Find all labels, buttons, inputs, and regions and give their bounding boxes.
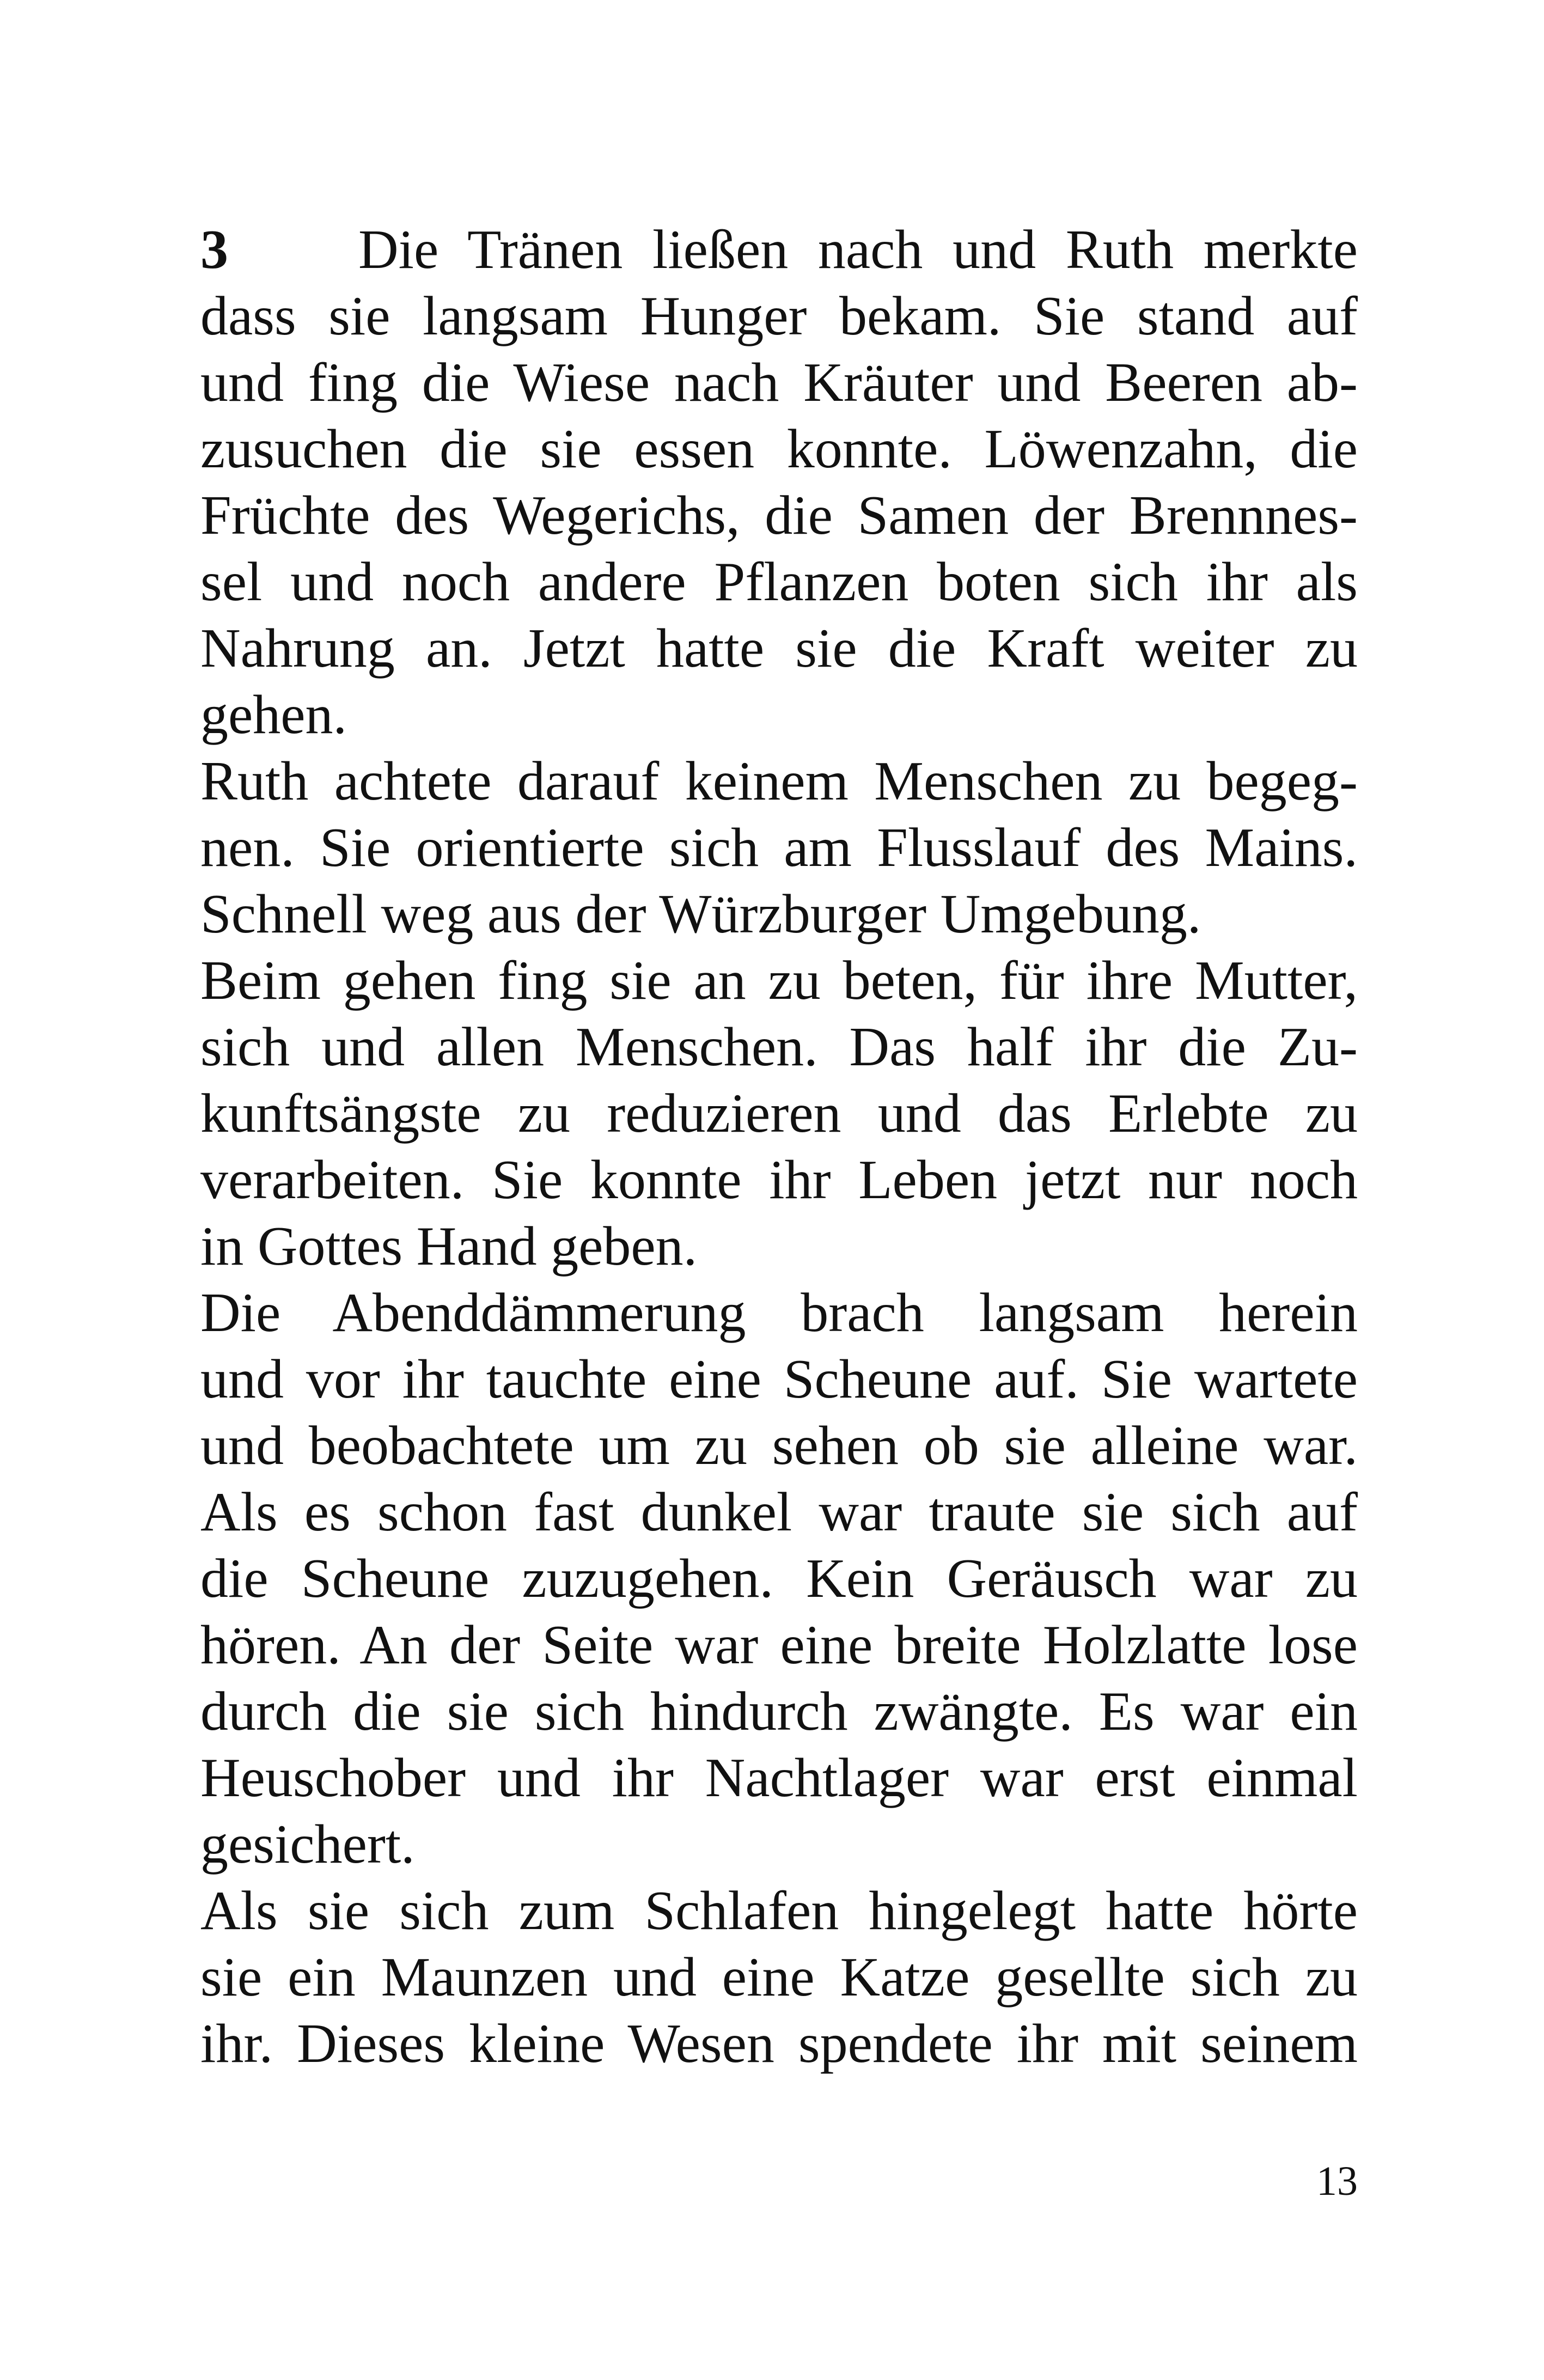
- text-line: kunftsängste zu reduzieren und das Erlebte zu: [200, 1083, 1358, 1144]
- text-line: und fing die Wiese nach Kräuter und Beeren ab-: [200, 352, 1358, 413]
- text-line: gehen.: [200, 684, 347, 746]
- chapter-number: 3: [200, 219, 228, 280]
- text-line: verarbeiten. Sie konnte ihr Leben jetzt nur noch: [200, 1149, 1358, 1211]
- text-line: dass sie langsam Hunger bekam. Sie stand auf: [200, 285, 1358, 347]
- text-line: Ruth achtete darauf keinem Menschen zu begeg-: [200, 750, 1358, 812]
- body-text: [200, 217, 1358, 2077]
- text-line-content: Die Tränen ließen nach und Ruth merkte: [358, 219, 1358, 280]
- text-line: Beim gehen fing sie an zu beten, für ihre Mutter,: [200, 950, 1358, 1011]
- text-line: die Scheune zuzugehen. Kein Geräusch war zu: [200, 1548, 1358, 1609]
- text-line: Als es schon fast dunkel war traute sie sich auf: [200, 1481, 1358, 1543]
- text-line: Schnell weg aus der Würzburger Umgebung.: [200, 883, 1201, 945]
- text-line: gesichert.: [200, 1814, 415, 1875]
- text-line: Die Abenddämmerung brach langsam herein: [200, 1282, 1358, 1344]
- text-line: und vor ihr tauchte eine Scheune auf. Sie wartete: [200, 1348, 1358, 1410]
- page-number: 13: [1316, 2158, 1358, 2204]
- text-line: zusuchen die sie essen konnte. Löwenzahn, die: [200, 418, 1358, 480]
- text-line: nen. Sie orientierte sich am Flusslauf des Mains.: [200, 817, 1358, 878]
- text-line: ihr. Dieses kleine Wesen spendete ihr mit seinem: [200, 2013, 1358, 2074]
- text-line: sie ein Maunzen und eine Katze gesellte sich zu: [200, 1946, 1358, 2008]
- text-line: und beobachtete um zu sehen ob sie alleine war.: [200, 1415, 1358, 1476]
- text-line: Früchte des Wegerichs, die Samen der Brennnes-: [200, 485, 1358, 546]
- text-line: durch die sie sich hindurch zwängte. Es war ein: [200, 1681, 1358, 1742]
- text-line: sel und noch andere Pflanzen boten sich ihr als: [200, 551, 1358, 613]
- text-line: Als sie sich zum Schlafen hingelegt hatte hörte: [200, 1880, 1358, 1942]
- text-line: in Gottes Hand geben.: [200, 1216, 698, 1277]
- text-line: sich und allen Menschen. Das half ihr die Zu-: [200, 1016, 1358, 1078]
- text-line: Heuschober und ihr Nachtlager war erst einmal: [200, 1747, 1358, 1809]
- text-line: hören. An der Seite war eine breite Holzlatte lose: [200, 1614, 1358, 1676]
- text-line: Nahrung an. Jetzt hatte sie die Kraft weiter zu: [200, 618, 1358, 679]
- text-line: [200, 217, 1358, 283]
